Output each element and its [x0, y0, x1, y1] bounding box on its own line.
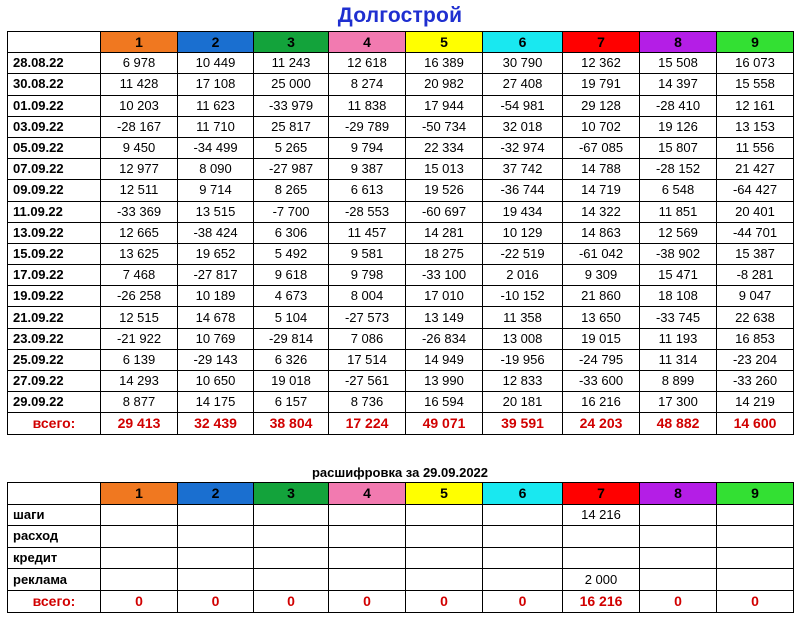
breakdown-cell	[563, 526, 640, 548]
table-cell: 10 702	[563, 116, 640, 137]
table-row	[8, 53, 794, 74]
breakdown-total-cell: 0	[254, 590, 329, 612]
table-cell: 8 877	[101, 392, 178, 413]
totals-label: всего:	[8, 413, 101, 434]
breakdown-cell	[101, 569, 178, 591]
table-cell: 17 944	[406, 95, 483, 116]
table-cell: 13 990	[406, 371, 483, 392]
breakdown-row	[8, 547, 794, 569]
table-cell: 14 949	[406, 349, 483, 370]
table-cell: -28 167	[101, 116, 178, 137]
table-cell: -60 697	[406, 201, 483, 222]
table-cell: -28 152	[640, 159, 717, 180]
breakdown-cell	[717, 569, 794, 591]
table-cell: -64 427	[717, 180, 794, 201]
breakdown-totals-label: всего:	[8, 590, 101, 612]
breakdown-cell	[717, 526, 794, 548]
table-cell: 30 790	[483, 53, 563, 74]
table-cell: 18 275	[406, 243, 483, 264]
table-cell: 7 468	[101, 265, 178, 286]
breakdown-total-cell: 0	[640, 590, 717, 612]
table-cell: 22 638	[717, 307, 794, 328]
table-cell: 4 673	[254, 286, 329, 307]
table-cell: -67 085	[563, 137, 640, 158]
table-cell: -29 814	[254, 328, 329, 349]
table-cell: 14 719	[563, 180, 640, 201]
table-cell: 16 216	[563, 392, 640, 413]
table-cell: -19 956	[483, 349, 563, 370]
row-date: 17.09.22	[8, 265, 101, 286]
table-cell: 19 526	[406, 180, 483, 201]
results-column-header: 5	[406, 32, 483, 53]
table-cell: 6 548	[640, 180, 717, 201]
breakdown-cell: 14 216	[563, 504, 640, 526]
total-cell: 32 439	[178, 413, 254, 434]
table-cell: 18 108	[640, 286, 717, 307]
row-date: 05.09.22	[8, 137, 101, 158]
table-cell: -28 410	[640, 95, 717, 116]
breakdown-cell	[406, 569, 483, 591]
table-cell: 14 175	[178, 392, 254, 413]
table-cell: 29 128	[563, 95, 640, 116]
table-cell: 17 300	[640, 392, 717, 413]
table-cell: -33 745	[640, 307, 717, 328]
table-cell: -38 902	[640, 243, 717, 264]
table-cell: -23 204	[717, 349, 794, 370]
table-cell: 11 358	[483, 307, 563, 328]
table-cell: 12 977	[101, 159, 178, 180]
table-cell: 9 798	[329, 265, 406, 286]
breakdown-row	[8, 504, 794, 526]
results-column-header: 9	[717, 32, 794, 53]
row-date: 27.09.22	[8, 371, 101, 392]
table-cell: 12 569	[640, 222, 717, 243]
table-row	[8, 392, 794, 413]
table-cell: 32 018	[483, 116, 563, 137]
breakdown-cell: 2 000	[563, 569, 640, 591]
table-row	[8, 116, 794, 137]
table-cell: 13 149	[406, 307, 483, 328]
table-cell: 19 018	[254, 371, 329, 392]
table-cell: 19 126	[640, 116, 717, 137]
table-cell: 17 514	[329, 349, 406, 370]
breakdown-cell	[483, 547, 563, 569]
table-cell: 9 581	[329, 243, 406, 264]
table-cell: 11 838	[329, 95, 406, 116]
table-row	[8, 243, 794, 264]
table-cell: 17 010	[406, 286, 483, 307]
table-cell: -33 600	[563, 371, 640, 392]
table-cell: 12 161	[717, 95, 794, 116]
table-cell: -44 701	[717, 222, 794, 243]
table-cell: 10 449	[178, 53, 254, 74]
table-cell: -34 499	[178, 137, 254, 158]
table-cell: 14 293	[101, 371, 178, 392]
total-cell: 29 413	[101, 413, 178, 434]
results-table	[7, 31, 794, 435]
results-column-header: 6	[483, 32, 563, 53]
row-date: 11.09.22	[8, 201, 101, 222]
breakdown-row-label: кредит	[8, 547, 101, 569]
table-cell: -24 795	[563, 349, 640, 370]
table-cell: 6 326	[254, 349, 329, 370]
table-cell: -26 258	[101, 286, 178, 307]
table-cell: -33 260	[717, 371, 794, 392]
table-cell: 15 387	[717, 243, 794, 264]
breakdown-column-header: 7	[563, 483, 640, 505]
table-cell: 21 427	[717, 159, 794, 180]
results-column-header: 8	[640, 32, 717, 53]
table-row	[8, 74, 794, 95]
table-cell: 11 428	[101, 74, 178, 95]
table-cell: 13 008	[483, 328, 563, 349]
table-cell: -26 834	[406, 328, 483, 349]
table-row	[8, 159, 794, 180]
breakdown-table	[7, 482, 794, 613]
breakdown-row-label: шаги	[8, 504, 101, 526]
breakdown-column-header: 1	[101, 483, 178, 505]
breakdown-header-corner	[8, 483, 101, 505]
table-cell: 11 193	[640, 328, 717, 349]
table-cell: 14 397	[640, 74, 717, 95]
row-date: 07.09.22	[8, 159, 101, 180]
table-cell: 5 265	[254, 137, 329, 158]
row-date: 01.09.22	[8, 95, 101, 116]
results-column-header: 7	[563, 32, 640, 53]
breakdown-cell	[254, 547, 329, 569]
breakdown-cell	[406, 547, 483, 569]
table-cell: 20 181	[483, 392, 563, 413]
breakdown-header-row	[8, 483, 794, 505]
table-cell: 14 863	[563, 222, 640, 243]
table-cell: -27 561	[329, 371, 406, 392]
table-cell: 21 860	[563, 286, 640, 307]
table-cell: 10 189	[178, 286, 254, 307]
table-cell: 8 274	[329, 74, 406, 95]
page-title: Долгострой	[337, 4, 463, 27]
totals-row	[8, 413, 794, 434]
table-cell: 15 471	[640, 265, 717, 286]
table-cell: 11 851	[640, 201, 717, 222]
breakdown-cell	[178, 504, 254, 526]
breakdown-caption: расшифровка за 29.09.2022	[311, 465, 489, 480]
total-cell: 38 804	[254, 413, 329, 434]
table-cell: 20 982	[406, 74, 483, 95]
table-cell: -28 553	[329, 201, 406, 222]
breakdown-column-header: 3	[254, 483, 329, 505]
breakdown-cell	[178, 569, 254, 591]
table-row	[8, 222, 794, 243]
table-cell: 8 736	[329, 392, 406, 413]
results-column-header: 4	[329, 32, 406, 53]
table-cell: 25 817	[254, 116, 329, 137]
row-date: 23.09.22	[8, 328, 101, 349]
breakdown-column-header: 5	[406, 483, 483, 505]
table-cell: 11 556	[717, 137, 794, 158]
total-cell: 39 591	[483, 413, 563, 434]
table-cell: 8 265	[254, 180, 329, 201]
table-cell: -27 987	[254, 159, 329, 180]
row-date: 28.08.22	[8, 53, 101, 74]
table-cell: 13 625	[101, 243, 178, 264]
table-cell: 13 650	[563, 307, 640, 328]
table-cell: 20 401	[717, 201, 794, 222]
breakdown-total-cell: 16 216	[563, 590, 640, 612]
table-cell: 8 004	[329, 286, 406, 307]
breakdown-cell	[101, 504, 178, 526]
breakdown-cell	[483, 569, 563, 591]
table-cell: 6 157	[254, 392, 329, 413]
breakdown-row	[8, 526, 794, 548]
row-date: 09.09.22	[8, 180, 101, 201]
table-cell: 2 016	[483, 265, 563, 286]
total-cell: 49 071	[406, 413, 483, 434]
breakdown-cell	[406, 504, 483, 526]
table-row	[8, 349, 794, 370]
table-cell: 9 714	[178, 180, 254, 201]
table-cell: 15 558	[717, 74, 794, 95]
breakdown-totals-row	[8, 590, 794, 612]
table-cell: -54 981	[483, 95, 563, 116]
breakdown-cell	[254, 526, 329, 548]
table-cell: 17 108	[178, 74, 254, 95]
table-row	[8, 286, 794, 307]
table-cell: -36 744	[483, 180, 563, 201]
table-cell: 19 015	[563, 328, 640, 349]
table-cell: 5 492	[254, 243, 329, 264]
table-cell: 14 788	[563, 159, 640, 180]
breakdown-cell	[178, 547, 254, 569]
breakdown-total-cell: 0	[329, 590, 406, 612]
table-cell: -29 789	[329, 116, 406, 137]
table-cell: 15 807	[640, 137, 717, 158]
table-row	[8, 371, 794, 392]
table-row	[8, 307, 794, 328]
breakdown-cell	[563, 547, 640, 569]
table-cell: 12 665	[101, 222, 178, 243]
table-cell: 19 434	[483, 201, 563, 222]
table-cell: 14 322	[563, 201, 640, 222]
row-date: 19.09.22	[8, 286, 101, 307]
table-cell: 8 899	[640, 371, 717, 392]
table-cell: 13 515	[178, 201, 254, 222]
breakdown-column-header: 9	[717, 483, 794, 505]
results-header-corner	[8, 32, 101, 53]
breakdown-cell	[640, 526, 717, 548]
row-date: 25.09.22	[8, 349, 101, 370]
table-cell: -61 042	[563, 243, 640, 264]
table-row	[8, 201, 794, 222]
total-cell: 48 882	[640, 413, 717, 434]
table-cell: -10 152	[483, 286, 563, 307]
table-row	[8, 95, 794, 116]
results-header-row	[8, 32, 794, 53]
row-date: 03.09.22	[8, 116, 101, 137]
table-cell: 10 650	[178, 371, 254, 392]
results-column-header: 1	[101, 32, 178, 53]
table-cell: 16 853	[717, 328, 794, 349]
table-cell: 25 000	[254, 74, 329, 95]
row-date: 21.09.22	[8, 307, 101, 328]
table-cell: 9 309	[563, 265, 640, 286]
table-row	[8, 328, 794, 349]
table-cell: 12 618	[329, 53, 406, 74]
breakdown-cell	[717, 504, 794, 526]
table-cell: 6 613	[329, 180, 406, 201]
breakdown-cell	[178, 526, 254, 548]
table-cell: -8 281	[717, 265, 794, 286]
breakdown-row	[8, 569, 794, 591]
breakdown-cell	[101, 526, 178, 548]
table-cell: 16 389	[406, 53, 483, 74]
breakdown-cell	[254, 569, 329, 591]
breakdown-total-cell: 0	[483, 590, 563, 612]
table-cell: 11 243	[254, 53, 329, 74]
breakdown-row-label: реклама	[8, 569, 101, 591]
row-date: 13.09.22	[8, 222, 101, 243]
breakdown-total-cell: 0	[406, 590, 483, 612]
table-row	[8, 137, 794, 158]
table-cell: 14 678	[178, 307, 254, 328]
breakdown-total-cell: 0	[178, 590, 254, 612]
total-cell: 24 203	[563, 413, 640, 434]
breakdown-cell	[329, 547, 406, 569]
breakdown-total-cell: 0	[717, 590, 794, 612]
breakdown-row-label: расход	[8, 526, 101, 548]
breakdown-cell	[483, 504, 563, 526]
table-cell: 12 833	[483, 371, 563, 392]
breakdown-column-header: 8	[640, 483, 717, 505]
table-cell: 14 219	[717, 392, 794, 413]
table-cell: 12 515	[101, 307, 178, 328]
table-cell: -33 100	[406, 265, 483, 286]
table-cell: -27 573	[329, 307, 406, 328]
table-cell: 11 623	[178, 95, 254, 116]
table-cell: 9 450	[101, 137, 178, 158]
row-date: 30.08.22	[8, 74, 101, 95]
table-cell: -33 979	[254, 95, 329, 116]
table-cell: 15 013	[406, 159, 483, 180]
breakdown-column-header: 4	[329, 483, 406, 505]
table-cell: 15 508	[640, 53, 717, 74]
table-cell: 6 139	[101, 349, 178, 370]
breakdown-cell	[640, 569, 717, 591]
table-cell: -50 734	[406, 116, 483, 137]
results-column-header: 3	[254, 32, 329, 53]
table-cell: 11 314	[640, 349, 717, 370]
table-cell: 16 073	[717, 53, 794, 74]
table-cell: 9 387	[329, 159, 406, 180]
table-cell: -33 369	[101, 201, 178, 222]
table-cell: -32 974	[483, 137, 563, 158]
total-cell: 14 600	[717, 413, 794, 434]
table-cell: 16 594	[406, 392, 483, 413]
table-cell: 13 153	[717, 116, 794, 137]
breakdown-cell	[329, 504, 406, 526]
table-cell: 22 334	[406, 137, 483, 158]
table-cell: 11 457	[329, 222, 406, 243]
table-cell: -21 922	[101, 328, 178, 349]
table-cell: 8 090	[178, 159, 254, 180]
breakdown-cell	[483, 526, 563, 548]
table-cell: 6 978	[101, 53, 178, 74]
table-cell: 19 652	[178, 243, 254, 264]
table-cell: 6 306	[254, 222, 329, 243]
row-date: 29.09.22	[8, 392, 101, 413]
total-cell: 17 224	[329, 413, 406, 434]
table-cell: 12 362	[563, 53, 640, 74]
breakdown-cell	[717, 547, 794, 569]
table-cell: 10 203	[101, 95, 178, 116]
table-cell: -29 143	[178, 349, 254, 370]
table-cell: 27 408	[483, 74, 563, 95]
breakdown-cell	[329, 526, 406, 548]
breakdown-cell	[254, 504, 329, 526]
table-cell: -22 519	[483, 243, 563, 264]
table-row	[8, 180, 794, 201]
breakdown-cell	[329, 569, 406, 591]
table-cell: 9 047	[717, 286, 794, 307]
breakdown-cell	[640, 504, 717, 526]
table-cell: 14 281	[406, 222, 483, 243]
table-cell: 5 104	[254, 307, 329, 328]
table-cell: 37 742	[483, 159, 563, 180]
breakdown-cell	[101, 547, 178, 569]
table-cell: 9 618	[254, 265, 329, 286]
results-column-header: 2	[178, 32, 254, 53]
breakdown-total-cell: 0	[101, 590, 178, 612]
breakdown-column-header: 2	[178, 483, 254, 505]
table-cell: 19 791	[563, 74, 640, 95]
table-cell: 10 769	[178, 328, 254, 349]
breakdown-column-header: 6	[483, 483, 563, 505]
breakdown-cell	[406, 526, 483, 548]
row-date: 15.09.22	[8, 243, 101, 264]
table-cell: 7 086	[329, 328, 406, 349]
table-cell: 10 129	[483, 222, 563, 243]
table-cell: 11 710	[178, 116, 254, 137]
table-cell: -7 700	[254, 201, 329, 222]
table-cell: -38 424	[178, 222, 254, 243]
table-cell: -27 817	[178, 265, 254, 286]
breakdown-cell	[640, 547, 717, 569]
table-cell: 9 794	[329, 137, 406, 158]
table-cell: 12 511	[101, 180, 178, 201]
table-row	[8, 265, 794, 286]
